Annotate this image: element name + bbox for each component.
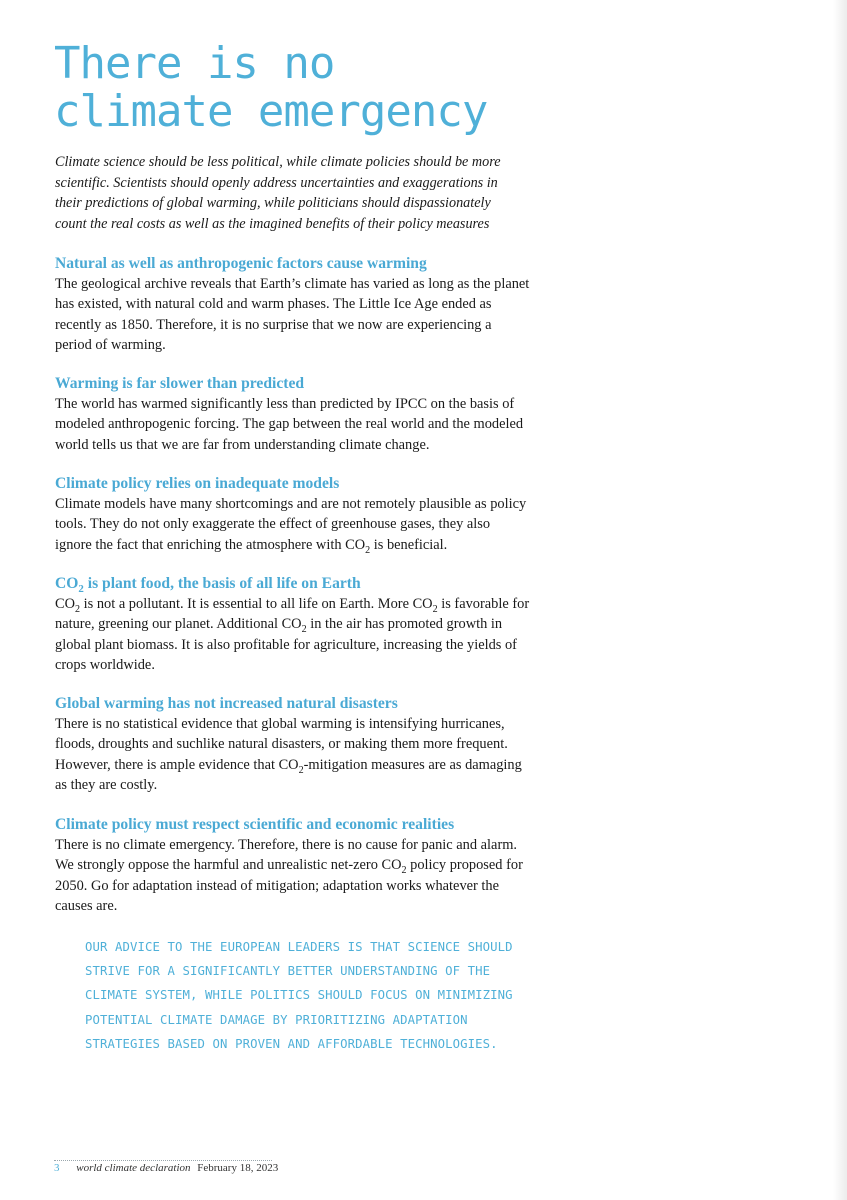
body-text: There is no statistical evidence that global warming is intensifying hurricanes, floods, droughts and suchlike natural disasters, or making them more frequent. However, there is ample evidence that CO bbox=[55, 716, 508, 773]
section-heading: Global warming has not increased natural disasters bbox=[55, 695, 398, 712]
body-text: CO bbox=[55, 596, 75, 612]
subscript: 2 bbox=[301, 624, 307, 636]
page-title-line-1: There is no bbox=[54, 38, 335, 89]
section-inadequate-models bbox=[55, 473, 530, 555]
section-plant-food bbox=[55, 573, 530, 675]
heading-text: is plant food, the basis of all life on Earth bbox=[83, 575, 361, 592]
section-respect-realities bbox=[55, 814, 530, 916]
subscript: 2 bbox=[75, 603, 81, 615]
subscript: 2 bbox=[401, 865, 407, 877]
section-heading: Warming is far slower than predicted bbox=[55, 375, 305, 392]
section-body bbox=[55, 494, 530, 555]
section-body bbox=[55, 835, 530, 916]
heading-text: CO bbox=[55, 575, 79, 592]
section-heading: Climate policy must respect scientific and economic realities bbox=[55, 816, 455, 833]
subscript: 2 bbox=[298, 764, 304, 776]
lead-paragraph: Climate science should be less political, while climate policies should be more scientific. Scientists should openly address uncertainties and exaggerations in their predictions of global warming, while politicians should dispassionately count the real costs as well as the imagined benefits of their policy measures bbox=[55, 154, 501, 232]
section-body bbox=[55, 594, 530, 675]
body-text: is not a pollutant. It is essential to all life on Earth. More CO bbox=[80, 596, 433, 612]
section-body bbox=[55, 714, 530, 795]
section-body: The world has warmed significantly less than predicted by IPCC on the basis of modeled anthropogenic forcing. The gap between the real world and the modeled world tells us that we are far from understanding climate change. bbox=[55, 396, 524, 453]
section-heading bbox=[55, 573, 530, 594]
section-natural-disasters bbox=[55, 693, 530, 795]
subscript: 2 bbox=[78, 583, 84, 596]
page-footer bbox=[54, 1162, 278, 1174]
page-title-line-2: climate emergency bbox=[54, 86, 488, 137]
section-natural-factors bbox=[55, 253, 530, 355]
body-text: Climate models have many shortcomings and are not remotely plausible as policy tools. They do not only exaggerate the effect of greenhouse gases, they also ignore the fact that enriching the atmosphere with CO bbox=[55, 496, 527, 553]
section-warming-slower bbox=[55, 373, 530, 455]
page-title bbox=[54, 40, 654, 136]
body-text: is favorable for nature, greening our planet. Additional CO bbox=[55, 596, 530, 633]
advice-callout: OUR ADVICE TO THE EUROPEAN LEADERS IS THAT SCIENCE SHOULD STRIVE FOR A SIGNIFICANTLY BETTER UNDERSTANDING OF THE CLIMATE SYSTEM, WHILE POLITICS SHOULD FOCUS ON MINIMIZING POTENTIAL CLIMATE DAMAGE BY PRIORITIZING ADAPTATION STRATEGIES BASED ON PROVEN AND AFFORDABLE TECHNOLOGIES. bbox=[85, 940, 513, 1051]
document-date: February 18, 2023 bbox=[197, 1162, 279, 1174]
section-heading: Natural as well as anthropogenic factors cause warming bbox=[55, 255, 427, 272]
body-text: in the air has promoted growth in global plant biomass. It is also profitable for agriculture, increasing the yields of crops worldwide. bbox=[55, 616, 517, 673]
body-text: There is no climate emergency. Therefore, there is no cause for panic and alarm. We strongly oppose the harmful and unrealistic net-zero CO bbox=[55, 837, 518, 874]
page-number: 3 bbox=[54, 1162, 60, 1174]
body-text: policy proposed for 2050. Go for adaptation instead of mitigation; adaptation works whatever the causes are. bbox=[55, 857, 523, 914]
subscript: 2 bbox=[432, 603, 438, 615]
page-edge-shadow bbox=[833, 0, 847, 1200]
document-name: world climate declaration bbox=[76, 1162, 191, 1174]
section-body: The geological archive reveals that Earth’s climate has varied as long as the planet has existed, with natural cold and warm phases. The Little Ice Age ended as recently as 1850. Therefore, it is no surprise that we now are experiencing a period of warming. bbox=[55, 276, 530, 353]
footer-divider bbox=[54, 1160, 272, 1161]
subscript: 2 bbox=[365, 544, 371, 556]
body-text: is beneficial. bbox=[370, 536, 448, 553]
section-heading: Climate policy relies on inadequate models bbox=[55, 475, 340, 492]
body-text: -mitigation measures are as damaging as they are costly. bbox=[55, 756, 522, 793]
